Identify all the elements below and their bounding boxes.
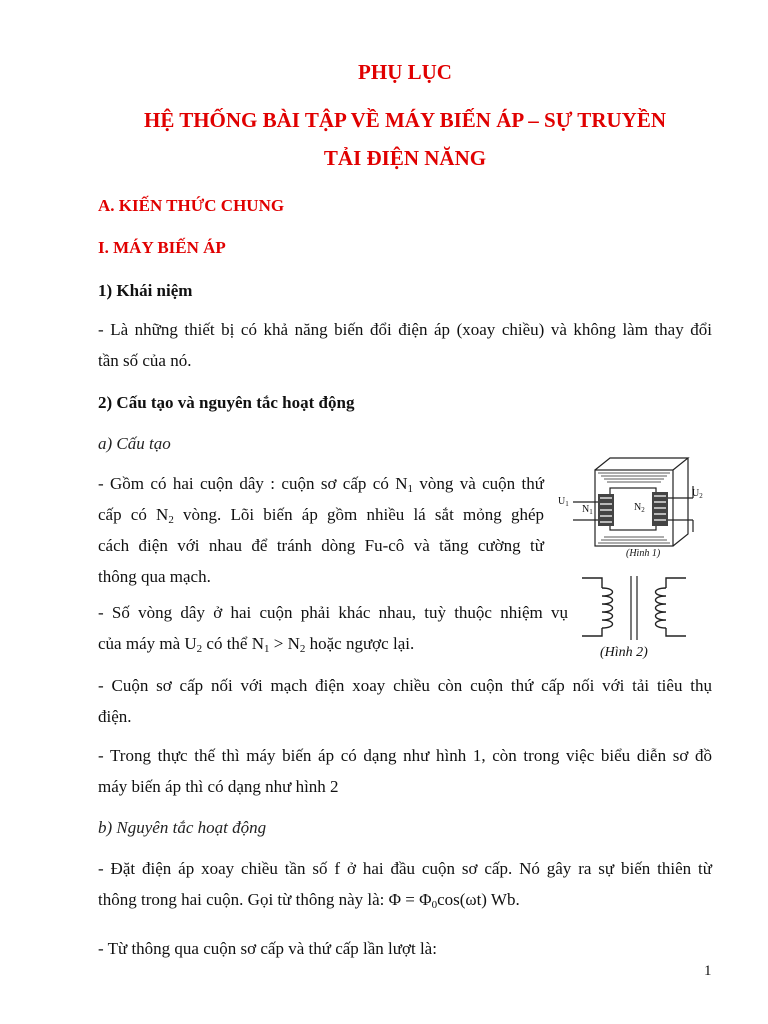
figure-2-caption: (Hình 2): [600, 645, 648, 660]
paragraph-representation: [98, 740, 712, 802]
figure-1-label-u2: $U_2$: [692, 488, 703, 500]
subsection-b-heading: b) Nguyên tắc hoạt động: [98, 818, 267, 837]
text-line: - Trong thực thế thì máy biến áp có dạng như hình 1, còn trong việc biểu diễn sơ đồ: [98, 746, 712, 765]
text-line: điện.: [98, 707, 132, 726]
page-subtitle-line-1: HỆ THỐNG BÀI TẬP VỀ MÁY BIẾN ÁP – SỰ TRUYỀN: [144, 108, 666, 132]
figure-2-transformer-symbol: [580, 570, 690, 664]
paragraph-connection: [98, 670, 712, 732]
text-line: thông qua mạch.: [98, 567, 211, 586]
text-line: - Cuộn sơ cấp nối với mạch điện xoay chiều còn cuộn thứ cấp nối với tải tiêu thụ: [98, 676, 712, 695]
text-line: - Là những thiết bị có khả năng biến đổi điện áp (xoay chiều) và không làm thay đổi: [98, 320, 712, 339]
figure-1-label-n2: $N_2$: [634, 502, 645, 514]
text-line: - Số vòng dây ở hai cuộn phải khác nhau, tuỳ thuộc nhiệm vụ: [98, 603, 568, 622]
paragraph-definition: [98, 314, 712, 376]
figure-1-caption: (Hình 1): [626, 548, 661, 559]
section-a-heading: A. KIẾN THỨC CHUNG: [98, 196, 285, 215]
figure-1-label-n1: $N_1$: [582, 504, 593, 516]
subsection-2-heading: 2) Cấu tạo và nguyên tắc hoạt động: [98, 393, 355, 412]
paragraph-turns: [98, 597, 568, 659]
page-title: PHỤ LỤC: [358, 60, 452, 84]
subsection-1-heading: 1) Khái niệm: [98, 281, 193, 300]
page-subtitle-line-2: TẢI ĐIỆN NĂNG: [323, 146, 487, 170]
text-line: - Gồm có hai cuộn dây : cuộn sơ cấp có $N_1$ vòng và cuộn thứ: [98, 474, 544, 495]
page-number: 1: [704, 963, 712, 979]
text-line: thông trong hai cuộn. Gọi từ thông này là: $\Phi = \Phi_0\cos(\omega t)$ Wb.: [98, 890, 520, 911]
text-line: - Từ thông qua cuộn sơ cấp và thứ cấp lần lượt là:: [98, 939, 437, 958]
paragraph-flux: [98, 933, 712, 964]
text-line: của máy mà $U_2$ có thể $N_1 > N_2$ hoặc ngược lại.: [98, 634, 415, 655]
paragraph-structure: [98, 468, 544, 592]
subsection-a-heading: a) Cấu tạo: [98, 434, 171, 453]
paragraph-principle: [98, 853, 712, 915]
text-line: cấp có $N_2$ vòng. Lõi biến áp gồm nhiều lá sắt mỏng ghép: [98, 505, 544, 526]
text-line: cách điện với nhau để tránh dòng Fu-cô và tăng cường từ: [98, 536, 544, 555]
section-i-heading: I. MÁY BIẾN ÁP: [98, 238, 226, 257]
figure-1-label-u1: $U_1$: [558, 496, 569, 508]
text-line: - Đặt điện áp xoay chiều tần số f ở hai đầu cuộn sơ cấp. Nó gây ra sự biến thiên từ: [98, 859, 712, 878]
text-line: tần số của nó.: [98, 351, 192, 370]
figure-1-transformer: [548, 450, 718, 562]
text-line: máy biến áp thì có dạng như hình 2: [98, 777, 339, 796]
